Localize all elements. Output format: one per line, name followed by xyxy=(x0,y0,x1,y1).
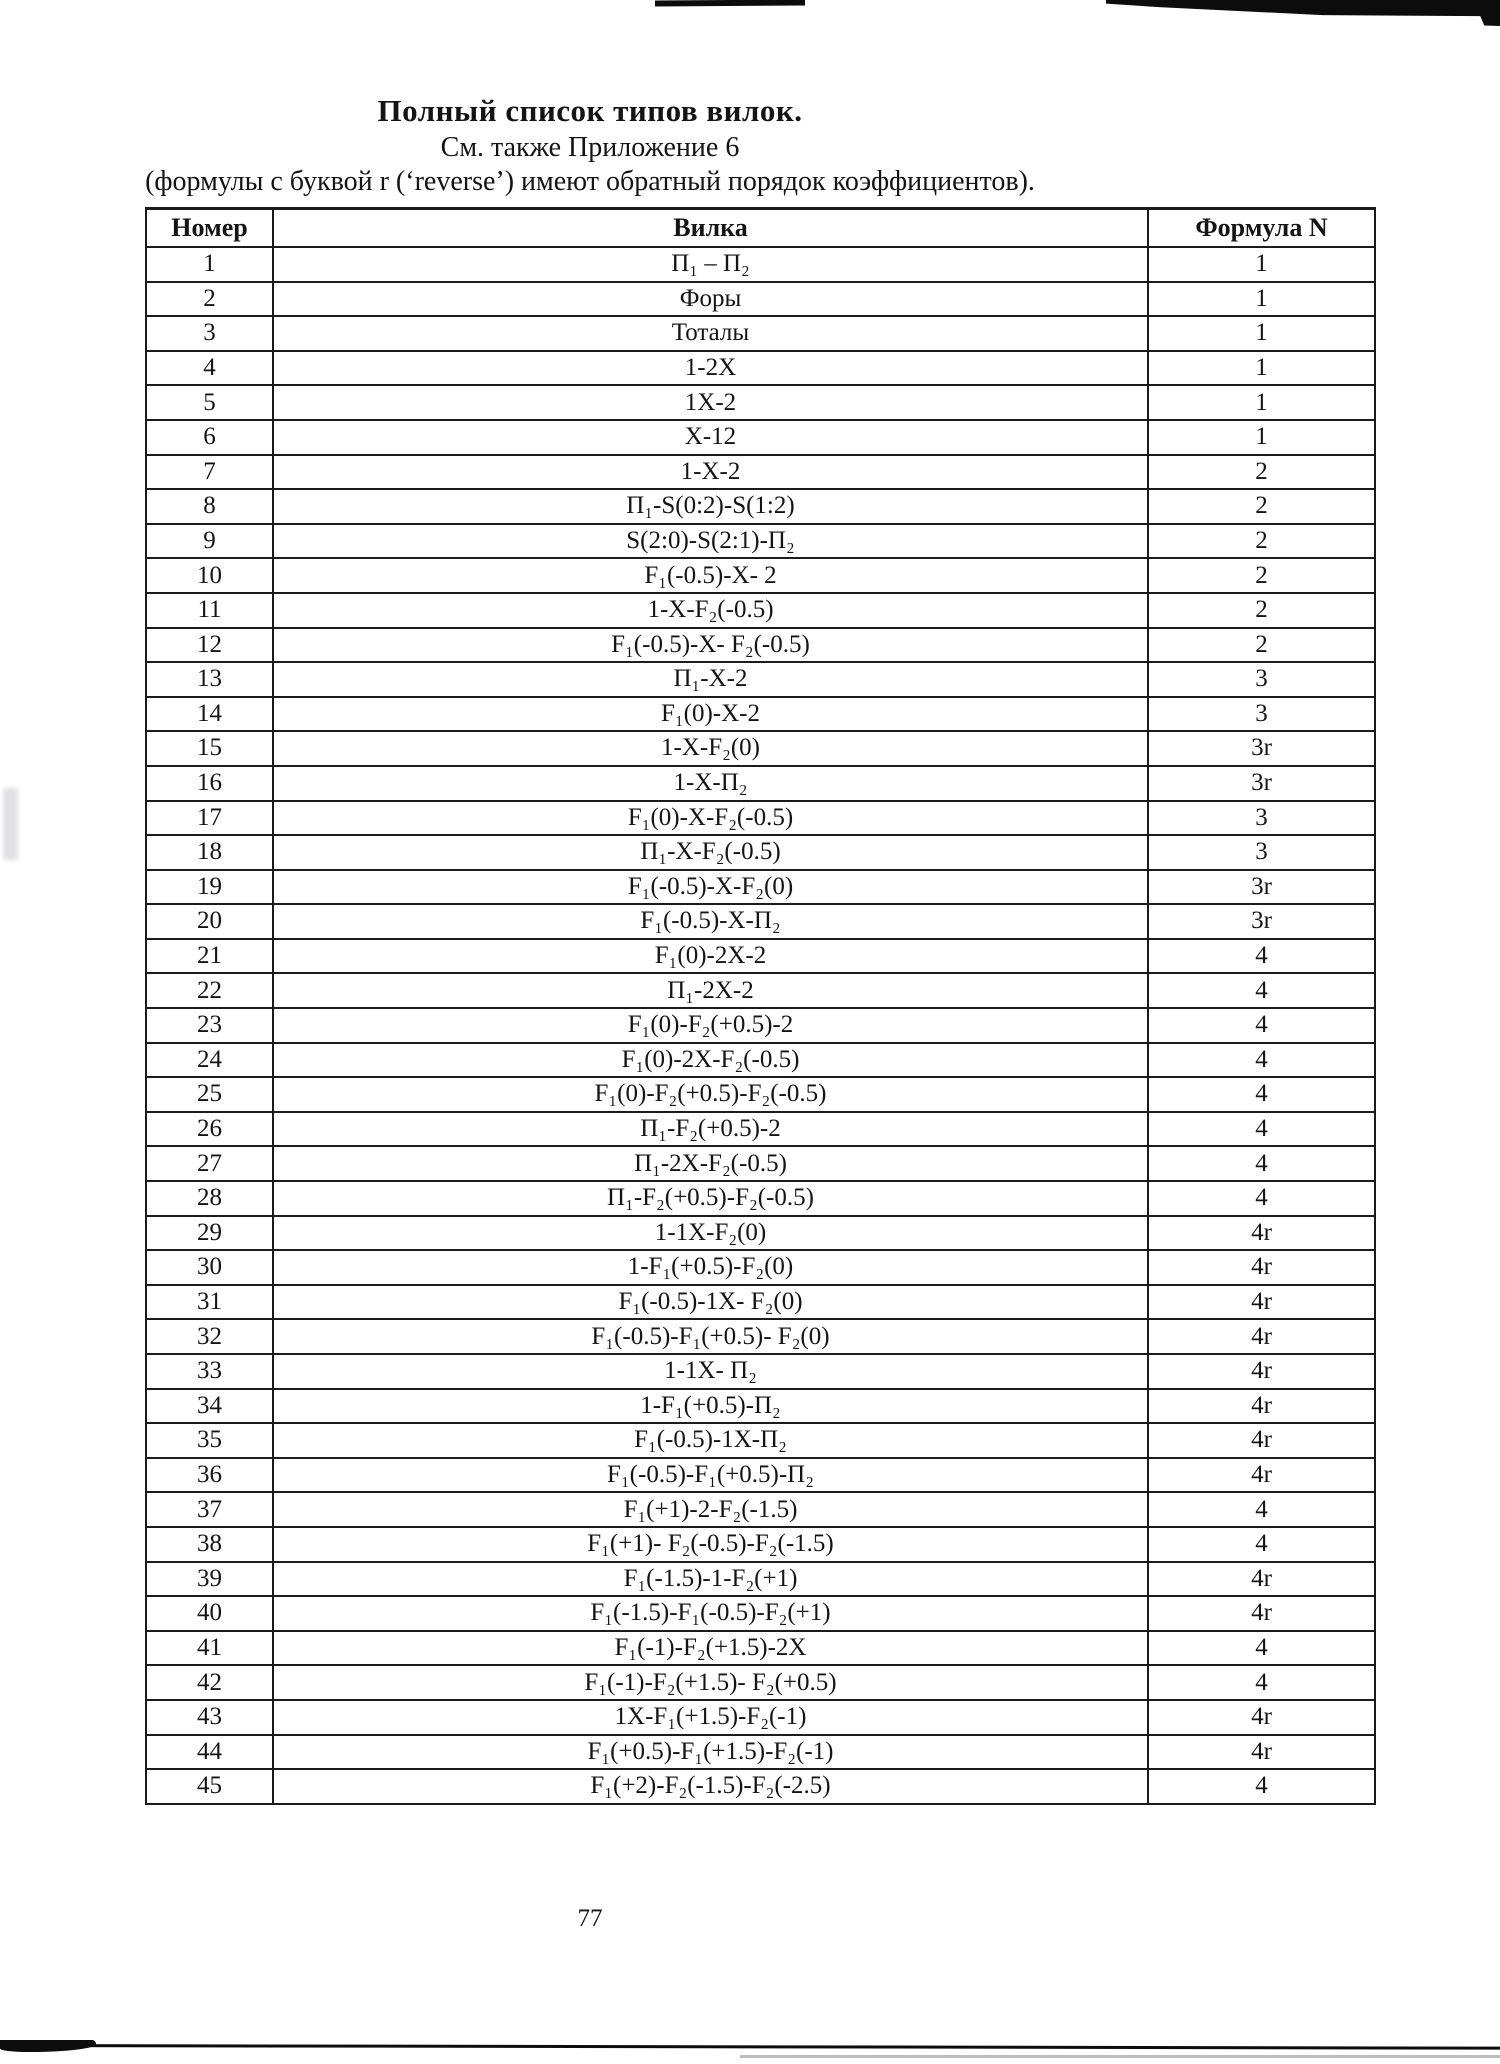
formula-cell: 1 xyxy=(1148,247,1375,282)
row-number-cell: 22 xyxy=(146,973,273,1008)
formula-cell: 1 xyxy=(1148,282,1375,317)
formula-cell: 3r xyxy=(1148,870,1375,905)
row-number-cell: 41 xyxy=(146,1631,273,1666)
row-number-cell: 10 xyxy=(146,558,273,593)
fork-cell: Тоталы xyxy=(273,316,1148,351)
row-number-cell: 36 xyxy=(146,1458,273,1493)
formula-cell: 1 xyxy=(1148,351,1375,386)
table-row xyxy=(146,524,1375,559)
row-number-cell: 13 xyxy=(146,662,273,697)
formula-cell: 4 xyxy=(1148,1008,1375,1043)
row-number-cell: 24 xyxy=(146,1043,273,1078)
fork-cell: 1-X-F₂(-0.5) xyxy=(273,593,1148,628)
table-row xyxy=(146,385,1375,420)
formula-cell: 3r xyxy=(1148,731,1375,766)
row-number-cell: 37 xyxy=(146,1492,273,1527)
table-row xyxy=(146,351,1375,386)
fork-cell: F₁(+2)-F₂(-1.5)-F₂(-2.5) xyxy=(273,1769,1148,1804)
fork-cell: F₁(+1)-2-F₂(-1.5) xyxy=(273,1492,1148,1527)
row-number-cell: 21 xyxy=(146,939,273,974)
fork-cell: 1-1X-F₂(0) xyxy=(273,1216,1148,1251)
fork-cell: F₁(0)-2X-2 xyxy=(273,939,1148,974)
formula-cell: 4 xyxy=(1148,1769,1375,1804)
table-row xyxy=(146,1319,1375,1354)
row-number-cell: 40 xyxy=(146,1596,273,1631)
formula-cell: 2 xyxy=(1148,558,1375,593)
fork-cell: F₁(-1)-F₂(+1.5)- F₂(+0.5) xyxy=(273,1665,1148,1700)
formula-cell: 2 xyxy=(1148,593,1375,628)
table-row xyxy=(146,558,1375,593)
fork-cell: 1-2X xyxy=(273,351,1148,386)
table-row xyxy=(146,904,1375,939)
table-row xyxy=(146,1735,1375,1770)
table-row xyxy=(146,1769,1375,1804)
table-row xyxy=(146,1631,1375,1666)
formula-cell: 4 xyxy=(1148,939,1375,974)
formula-cell: 1 xyxy=(1148,385,1375,420)
formula-cell: 2 xyxy=(1148,489,1375,524)
fork-cell: П₁-S(0:2)-S(1:2) xyxy=(273,489,1148,524)
table-row xyxy=(146,662,1375,697)
formula-cell: 4 xyxy=(1148,1665,1375,1700)
formula-cell: 2 xyxy=(1148,628,1375,663)
row-number-cell: 25 xyxy=(146,1077,273,1112)
formula-cell: 3r xyxy=(1148,904,1375,939)
table-row xyxy=(146,1043,1375,1078)
formula-cell: 3 xyxy=(1148,835,1375,870)
scan-artifact-left-smudge xyxy=(3,788,18,860)
table-row xyxy=(146,1596,1375,1631)
fork-cell: F₁(-0.5)-1X- F₂(0) xyxy=(273,1285,1148,1320)
table-row xyxy=(146,247,1375,282)
fork-cell: 1-X-F₂(0) xyxy=(273,731,1148,766)
fork-cell: F₁(-0.5)-X-П₂ xyxy=(273,904,1148,939)
fork-cell: F₁(+0.5)-F₁(+1.5)-F₂(-1) xyxy=(273,1735,1148,1770)
row-number-cell: 16 xyxy=(146,766,273,801)
fork-cell: F₁(-0.5)-F₁(+0.5)- F₂(0) xyxy=(273,1319,1148,1354)
row-number-cell: 1 xyxy=(146,247,273,282)
fork-cell: П₁-2X-F₂(-0.5) xyxy=(273,1146,1148,1181)
fork-cell: F₁(-1.5)-1-F₂(+1) xyxy=(273,1562,1148,1597)
fork-cell: F₁(-0.5)-X- F₂(-0.5) xyxy=(273,628,1148,663)
table-row xyxy=(146,1216,1375,1251)
page-title: Полный список типов вилок. xyxy=(377,93,803,128)
row-number-cell: 6 xyxy=(146,420,273,455)
row-number-cell: 43 xyxy=(146,1700,273,1735)
formula-cell: 4 xyxy=(1148,1527,1375,1562)
fork-cell: F₁(-0.5)-F₁(+0.5)-П₂ xyxy=(273,1458,1148,1493)
row-number-cell: 42 xyxy=(146,1665,273,1700)
col-header-fork: Вилка xyxy=(273,209,1148,248)
row-number-cell: 19 xyxy=(146,870,273,905)
formula-cell: 4r xyxy=(1148,1562,1375,1597)
scan-artifact-bottom-gray-line xyxy=(740,2055,1500,2058)
table-row xyxy=(146,973,1375,1008)
formula-cell: 4r xyxy=(1148,1458,1375,1493)
scan-artifact-top-right-bar xyxy=(1106,0,1500,26)
table-row xyxy=(146,1423,1375,1458)
col-header-formula: Формула N xyxy=(1148,209,1375,248)
fork-cell: 1-X-2 xyxy=(273,455,1148,490)
row-number-cell: 15 xyxy=(146,731,273,766)
formula-cell: 4 xyxy=(1148,1077,1375,1112)
row-number-cell: 33 xyxy=(146,1354,273,1389)
row-number-cell: 4 xyxy=(146,351,273,386)
table-row xyxy=(146,1077,1375,1112)
row-number-cell: 18 xyxy=(146,835,273,870)
row-number-cell: 8 xyxy=(146,489,273,524)
table-row xyxy=(146,1700,1375,1735)
formula-cell: 4 xyxy=(1148,1631,1375,1666)
row-number-cell: 17 xyxy=(146,801,273,836)
row-number-cell: 12 xyxy=(146,628,273,663)
fork-cell: П₁ – П₂ xyxy=(273,247,1148,282)
formula-cell: 2 xyxy=(1148,455,1375,490)
row-number-cell: 29 xyxy=(146,1216,273,1251)
table-body xyxy=(146,247,1375,1804)
fork-cell: F₁(-0.5)-1X-П₂ xyxy=(273,1423,1148,1458)
formula-cell: 4r xyxy=(1148,1389,1375,1424)
fork-cell: F₁(0)-2X-F₂(-0.5) xyxy=(273,1043,1148,1078)
table-row xyxy=(146,593,1375,628)
formula-cell: 4 xyxy=(1148,1146,1375,1181)
fork-cell: П₁-F₂(+0.5)-F₂(-0.5) xyxy=(273,1181,1148,1216)
table-row xyxy=(146,489,1375,524)
table-row xyxy=(146,1181,1375,1216)
fork-cell: 1X-2 xyxy=(273,385,1148,420)
row-number-cell: 5 xyxy=(146,385,273,420)
formula-cell: 4r xyxy=(1148,1700,1375,1735)
table-row xyxy=(146,801,1375,836)
fork-cell: 1-X-П₂ xyxy=(273,766,1148,801)
row-number-cell: 32 xyxy=(146,1319,273,1354)
row-number-cell: 14 xyxy=(146,697,273,732)
formula-cell: 4r xyxy=(1148,1285,1375,1320)
scan-artifact-top-dash xyxy=(655,0,805,7)
formula-cell: 4r xyxy=(1148,1319,1375,1354)
table-row xyxy=(146,1562,1375,1597)
row-number-cell: 28 xyxy=(146,1181,273,1216)
table-row xyxy=(146,1458,1375,1493)
table-row xyxy=(146,1527,1375,1562)
row-number-cell: 7 xyxy=(146,455,273,490)
row-number-cell: 3 xyxy=(146,316,273,351)
formula-cell: 4 xyxy=(1148,1181,1375,1216)
fork-cell: П₁-X-F₂(-0.5) xyxy=(273,835,1148,870)
table-header xyxy=(146,209,1375,248)
formula-cell: 4 xyxy=(1148,1043,1375,1078)
formula-cell: 4r xyxy=(1148,1596,1375,1631)
table-row xyxy=(146,316,1375,351)
fork-cell: X-12 xyxy=(273,420,1148,455)
formula-cell: 4r xyxy=(1148,1735,1375,1770)
row-number-cell: 34 xyxy=(146,1389,273,1424)
scan-artifact-bottom-blob xyxy=(0,2040,96,2052)
table-row xyxy=(146,1665,1375,1700)
formula-cell: 4 xyxy=(1148,1112,1375,1147)
fork-cell: Форы xyxy=(273,282,1148,317)
table-row xyxy=(146,628,1375,663)
fork-cell: F₁(0)-X-F₂(-0.5) xyxy=(273,801,1148,836)
fork-cell: 1-F₁(+0.5)-F₂(0) xyxy=(273,1250,1148,1285)
table-row xyxy=(146,731,1375,766)
formula-cell: 3 xyxy=(1148,662,1375,697)
row-number-cell: 44 xyxy=(146,1735,273,1770)
heading-block xyxy=(0,94,1180,199)
table-row xyxy=(146,420,1375,455)
fork-cell: S(2:0)-S(2:1)-П₂ xyxy=(273,524,1148,559)
formula-cell: 2 xyxy=(1148,524,1375,559)
row-number-cell: 45 xyxy=(146,1769,273,1804)
formula-cell: 1 xyxy=(1148,420,1375,455)
fork-cell: F₁(0)-X-2 xyxy=(273,697,1148,732)
table-row xyxy=(146,697,1375,732)
row-number-cell: 27 xyxy=(146,1146,273,1181)
formula-cell: 1 xyxy=(1148,316,1375,351)
fork-cell: F₁(-0.5)-X- 2 xyxy=(273,558,1148,593)
formula-cell: 4r xyxy=(1148,1354,1375,1389)
row-number-cell: 39 xyxy=(146,1562,273,1597)
table-row xyxy=(146,1250,1375,1285)
table-row xyxy=(146,1112,1375,1147)
table-row xyxy=(146,1008,1375,1043)
fork-cell: 1-1X- П₂ xyxy=(273,1354,1148,1389)
fork-cell: F₁(-0.5)-X-F₂(0) xyxy=(273,870,1148,905)
table-row xyxy=(146,835,1375,870)
table-row xyxy=(146,766,1375,801)
table-row xyxy=(146,1492,1375,1527)
scan-artifact-bottom-line xyxy=(0,2044,1500,2050)
row-number-cell: 38 xyxy=(146,1527,273,1562)
table-row xyxy=(146,1389,1375,1424)
row-number-cell: 20 xyxy=(146,904,273,939)
row-number-cell: 23 xyxy=(146,1008,273,1043)
row-number-cell: 9 xyxy=(146,524,273,559)
table-row xyxy=(146,455,1375,490)
fork-cell: 1X-F₁(+1.5)-F₂(-1) xyxy=(273,1700,1148,1735)
table-row xyxy=(146,282,1375,317)
row-number-cell: 26 xyxy=(146,1112,273,1147)
page-note: (формулы с буквой r (‘reverse’) имеют обратный порядок коэффициентов). xyxy=(145,166,1035,197)
formula-cell: 3 xyxy=(1148,697,1375,732)
formula-cell: 4r xyxy=(1148,1423,1375,1458)
formula-cell: 4r xyxy=(1148,1250,1375,1285)
row-number-cell: 11 xyxy=(146,593,273,628)
table-row xyxy=(146,939,1375,974)
formula-cell: 4r xyxy=(1148,1216,1375,1251)
fork-cell: F₁(-1.5)-F₁(-0.5)-F₂(+1) xyxy=(273,1596,1148,1631)
fork-cell: П₁-2X-2 xyxy=(273,973,1148,1008)
fork-cell: F₁(-1)-F₂(+1.5)-2X xyxy=(273,1631,1148,1666)
fork-cell: F₁(+1)- F₂(-0.5)-F₂(-1.5) xyxy=(273,1527,1148,1562)
formula-cell: 4 xyxy=(1148,973,1375,1008)
row-number-cell: 31 xyxy=(146,1285,273,1320)
table-row xyxy=(146,870,1375,905)
formula-cell: 3r xyxy=(1148,766,1375,801)
header-row xyxy=(146,209,1375,248)
table-row xyxy=(146,1146,1375,1181)
formula-cell: 3 xyxy=(1148,801,1375,836)
table-row xyxy=(146,1285,1375,1320)
row-number-cell: 30 xyxy=(146,1250,273,1285)
page-number: 77 xyxy=(577,1905,603,1932)
fork-cell: F₁(0)-F₂(+0.5)-2 xyxy=(273,1008,1148,1043)
fork-cell: 1-F₁(+0.5)-П₂ xyxy=(273,1389,1148,1424)
forks-table xyxy=(145,207,1376,1805)
fork-cell: F₁(0)-F₂(+0.5)-F₂(-0.5) xyxy=(273,1077,1148,1112)
col-header-number: Номер xyxy=(146,209,273,248)
fork-cell: П₁-X-2 xyxy=(273,662,1148,697)
formula-cell: 4 xyxy=(1148,1492,1375,1527)
fork-cell: П₁-F₂(+0.5)-2 xyxy=(273,1112,1148,1147)
table-row xyxy=(146,1354,1375,1389)
row-number-cell: 35 xyxy=(146,1423,273,1458)
page-subtitle: См. также Приложение 6 xyxy=(440,132,740,163)
row-number-cell: 2 xyxy=(146,282,273,317)
